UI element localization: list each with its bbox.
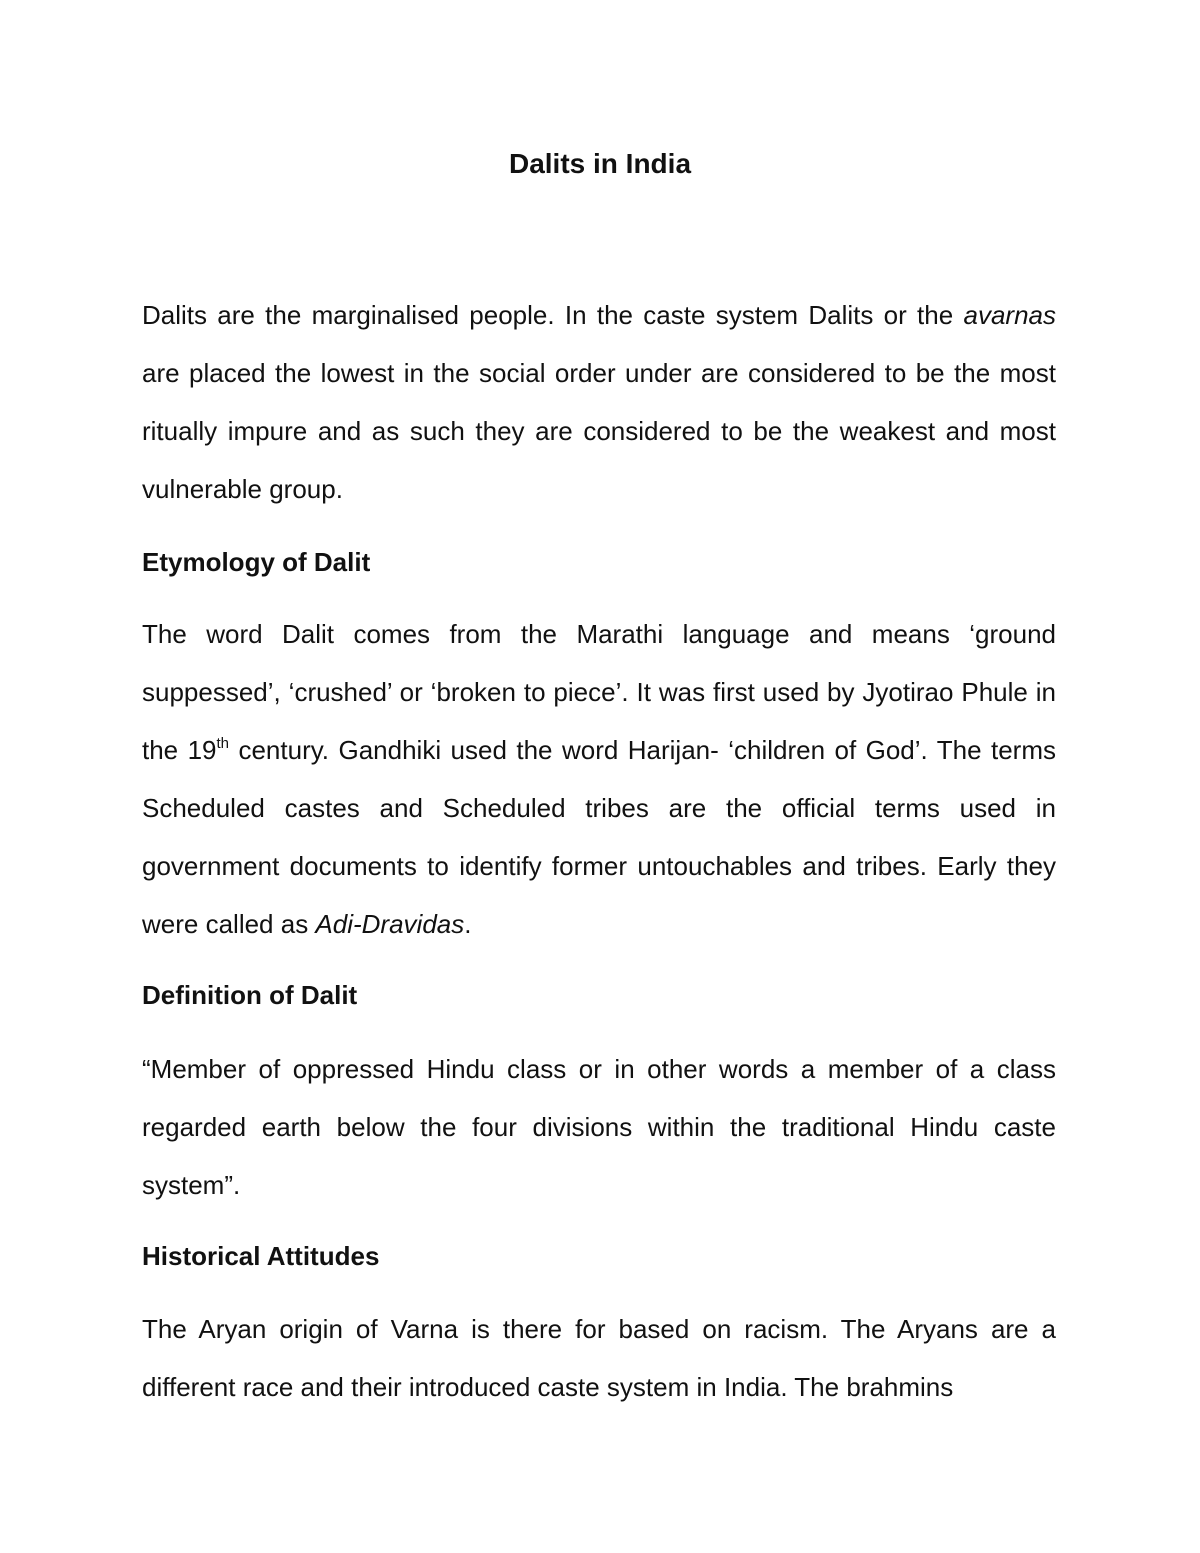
etymology-text-2: century. Gandhiki used the word Harijan- ‘children of God’. The terms Scheduled castes and Scheduled tribes are the official terms used in government documents to identify former untouchables and tribes. Early they were called as [142,735,1056,939]
definition-heading: Definition of Dalit [142,980,358,1010]
intro-text-2: are placed the lowest in the social order under are considered to be the most ritually impure and as such they are considered to be the weakest and most vulnerable group. [142,358,1056,504]
intro-text-1: Dalits are the marginalised people. In the caste system Dalits or the [142,300,964,330]
intro-paragraph [142,286,1056,518]
page-title: Dalits in India [508,148,692,179]
intro-term: avarnas [963,300,1056,330]
etymology-superscript: th [216,735,230,752]
historical-heading: Historical Attitudes [142,1241,380,1271]
etymology-heading: Etymology of Dalit [142,547,371,577]
definition-paragraph: “Member of oppressed Hindu class or in other words a member of a class regarded earth below the four divisions within the traditional Hindu caste system”. [142,1054,1056,1200]
etymology-text-1: The word Dalit comes from the Marathi language and means ‘ground suppessed’, ‘crushed’ or ‘broken to piece’. It was first used by Jyotirao Phule in the 19 [142,619,1056,765]
etymology-paragraph [142,605,1056,953]
etymology-text-3: . [464,909,472,939]
etymology-term: Adi-Dravidas [315,909,465,939]
historical-paragraph: The Aryan origin of Varna is there for based on racism. The Aryans are a different race and their introduced caste system in India. The brahmins [142,1314,1056,1402]
